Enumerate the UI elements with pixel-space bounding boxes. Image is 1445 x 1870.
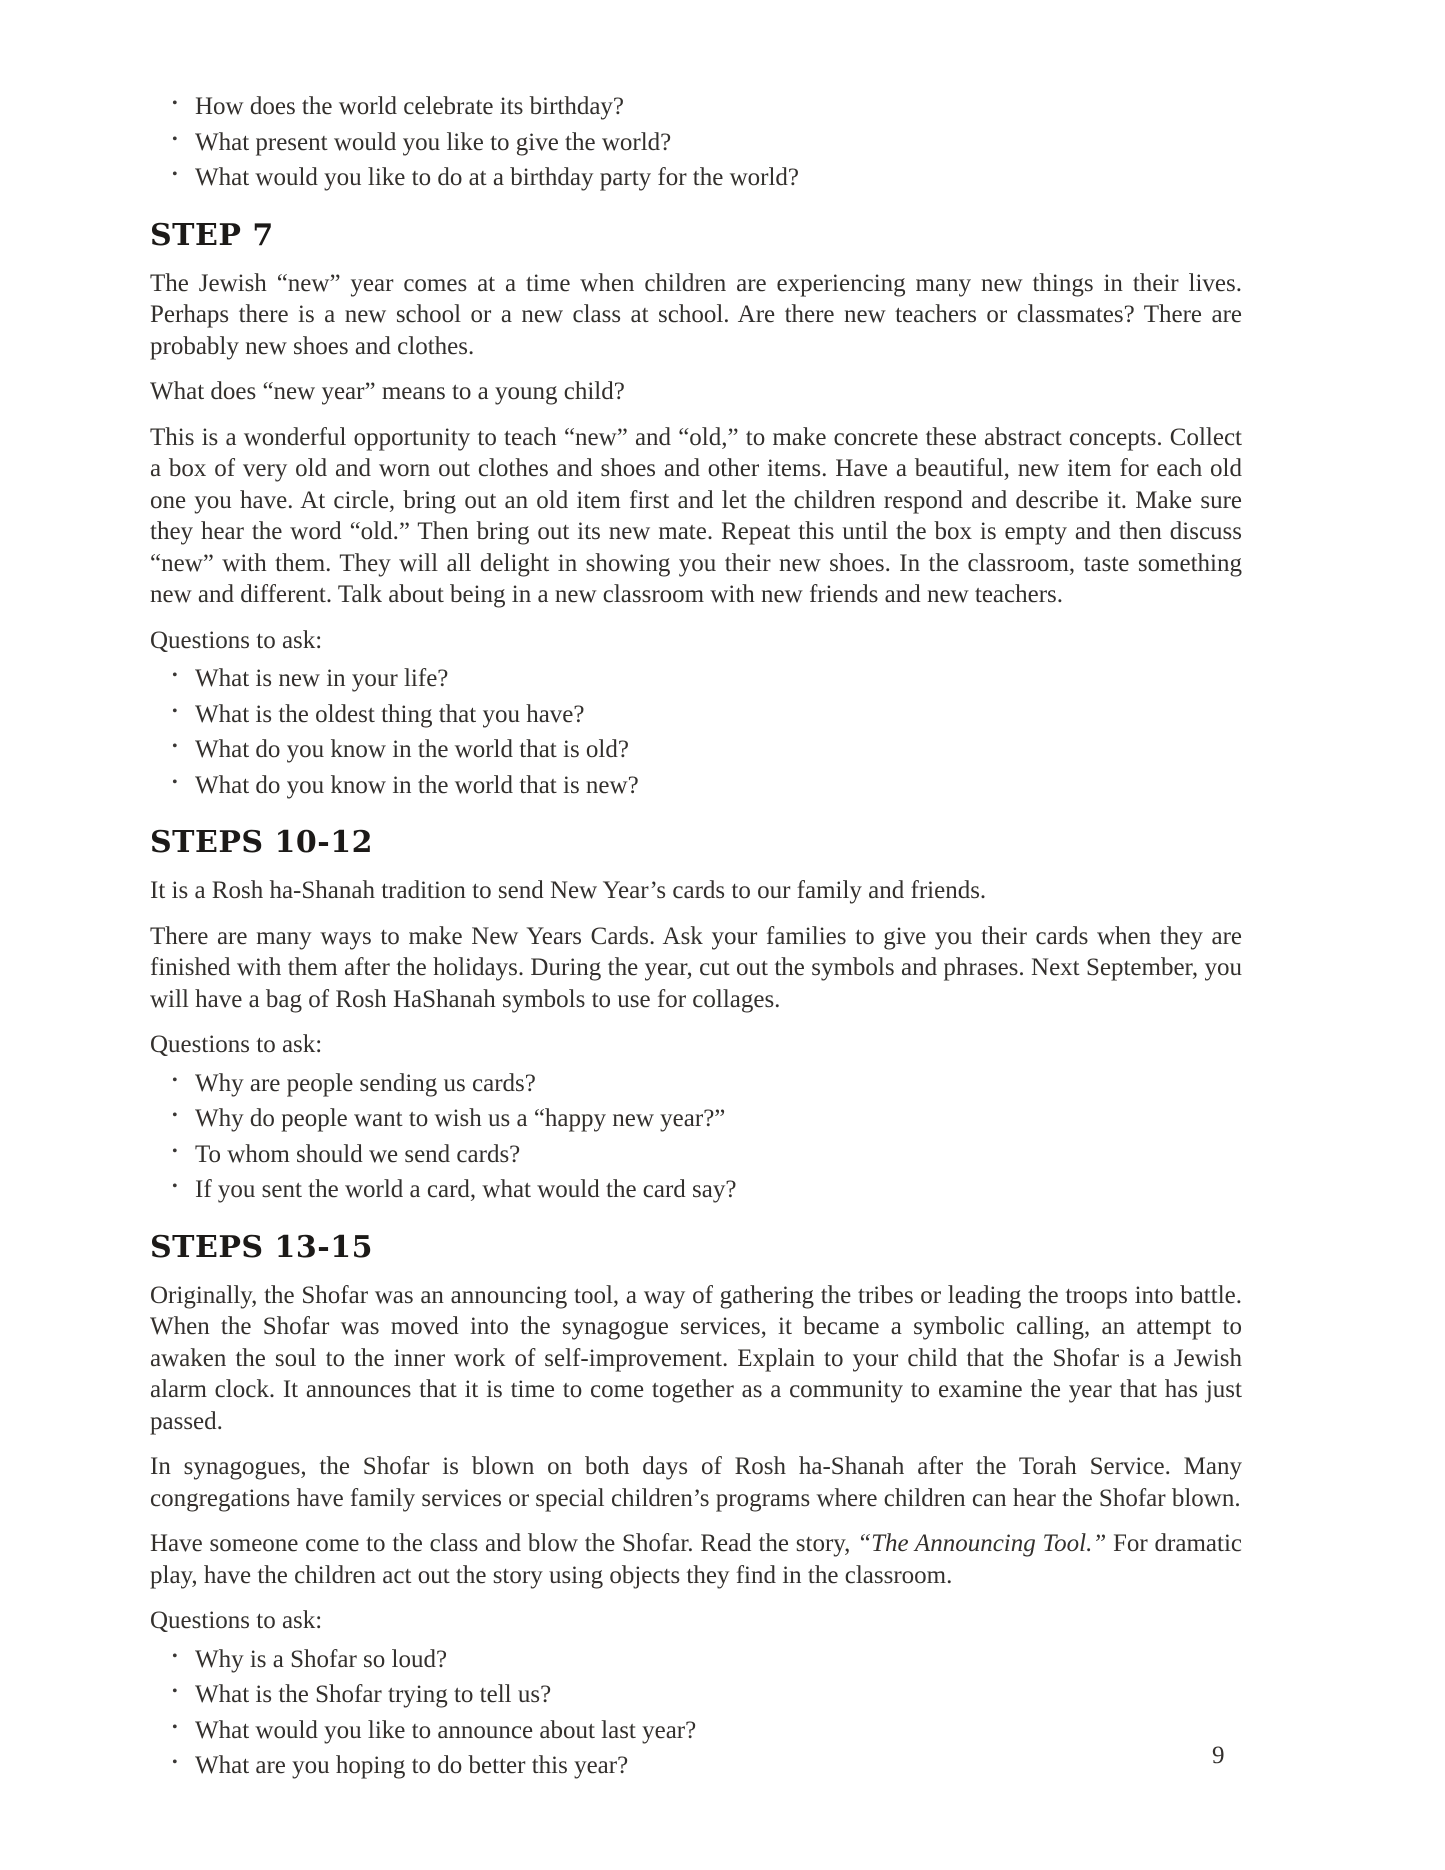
story-title-italic: “The Announcing Tool.” <box>857 1530 1107 1557</box>
story-text-before: Have someone come to the class and blow the Shofar. Read the story, <box>150 1530 858 1557</box>
list-item: • What are you hoping to do better this year? <box>150 1751 1242 1781</box>
questions-label: Questions to ask: <box>150 626 323 654</box>
list-item: • What do you know in the world that is new? <box>150 771 1242 801</box>
paragraph: The Jewish “new” year comes at a time when children are experiencing many new things in their lives. Perhaps there is a new school or a new class at school. Are there new teachers or classmates? There are probably new shoes and clothes. <box>150 269 1242 360</box>
questions-label: Questions to ask: <box>150 1607 323 1634</box>
list-item: • To whom should we send cards? <box>150 1140 1242 1170</box>
paragraph: In synagogues, the Shofar is blown on both days of Rosh ha-Shanah after the Torah Service. Many congregations have family services or special children’s programs where children can hear the Shofar blown. <box>150 1453 1242 1512</box>
list-item: • What do you know in the world that is old? <box>150 735 1242 765</box>
question-list <box>150 1645 1242 1781</box>
list-item: • What is the Shofar trying to tell us? <box>150 1680 1242 1710</box>
paragraph: This is a wonderful opportunity to teach “new” and “old,” to make concrete these abstract concepts. Collect a box of very old and worn out clothes and shoes and other items. Have a beautiful, new item for each old one you have. At circle, bring out an old item first and let the children respond and describe it. Make sure they hear the word “old.” Then bring out its new mate. Repeat this until the box is empty and then discuss “new” with them. They will all delight in showing you their new shoes. In the classroom, taste something new and different. Talk about being in a new classroom with new friends and new teachers. <box>150 423 1242 608</box>
list-item: • What would you like to announce about last year? <box>150 1716 1242 1746</box>
section-heading: STEPS 10-12 <box>150 825 373 860</box>
paragraph: Originally, the Shofar was an announcing tool, a way of gathering the tribes or leading the troops into battle. When the Shofar was moved into the synagogue services, it became a symbolic calling, an attempt to awaken the soul to the inner work of self-improvement. Explain to your child that the Shofar is a Jewish alarm clock. It announces that it is time to come together as a community to examine the year that has just passed. <box>150 1281 1242 1435</box>
list-item: • Why do people want to wish us a “happy new year?” <box>150 1104 1242 1134</box>
section-heading: STEPS 13-15 <box>150 1229 373 1265</box>
list-item: • If you sent the world a card, what would the card say? <box>150 1175 1242 1205</box>
page-number: 9 <box>1212 1742 1225 1769</box>
paragraph-with-italic <box>150 1528 1242 1591</box>
list-item: • What is new in your life? <box>150 664 1242 694</box>
list-item: • What is the oldest thing that you have? <box>150 700 1242 730</box>
paragraph: It is a Rosh ha-Shanah tradition to send New Year’s cards to our family and friends. <box>150 877 987 904</box>
section-step-7 <box>150 219 1242 801</box>
section-steps-10-12 <box>150 826 1242 1205</box>
paragraph: What does “new year” means to a young child? <box>150 378 625 405</box>
list-item: • Why are people sending us cards? <box>150 1069 1242 1099</box>
document-page <box>150 92 1242 1793</box>
section-steps-13-15 <box>150 1231 1242 1781</box>
story-text-after: For dramatic play, have the children act out the story using objects they find in the classroom. <box>150 1530 1242 1589</box>
list-item: • What present would you like to give the world? <box>150 128 1242 158</box>
section-heading: STEP 7 <box>150 217 274 253</box>
question-list <box>150 664 1242 800</box>
list-item: • Why is a Shofar so loud? <box>150 1645 1242 1675</box>
question-list <box>150 1069 1242 1205</box>
intro-question-list <box>150 92 1242 193</box>
questions-label: Questions to ask: <box>150 1031 323 1058</box>
paragraph: There are many ways to make New Years Cards. Ask your families to give you their cards when they are finished with them after the holidays. During the year, cut out the symbols and phrases. Next September, you will have a bag of Rosh HaShanah symbols to use for collages. <box>150 922 1242 1013</box>
list-item: • What would you like to do at a birthday party for the world? <box>150 163 1242 193</box>
list-item: • How does the world celebrate its birthday? <box>150 92 1242 122</box>
